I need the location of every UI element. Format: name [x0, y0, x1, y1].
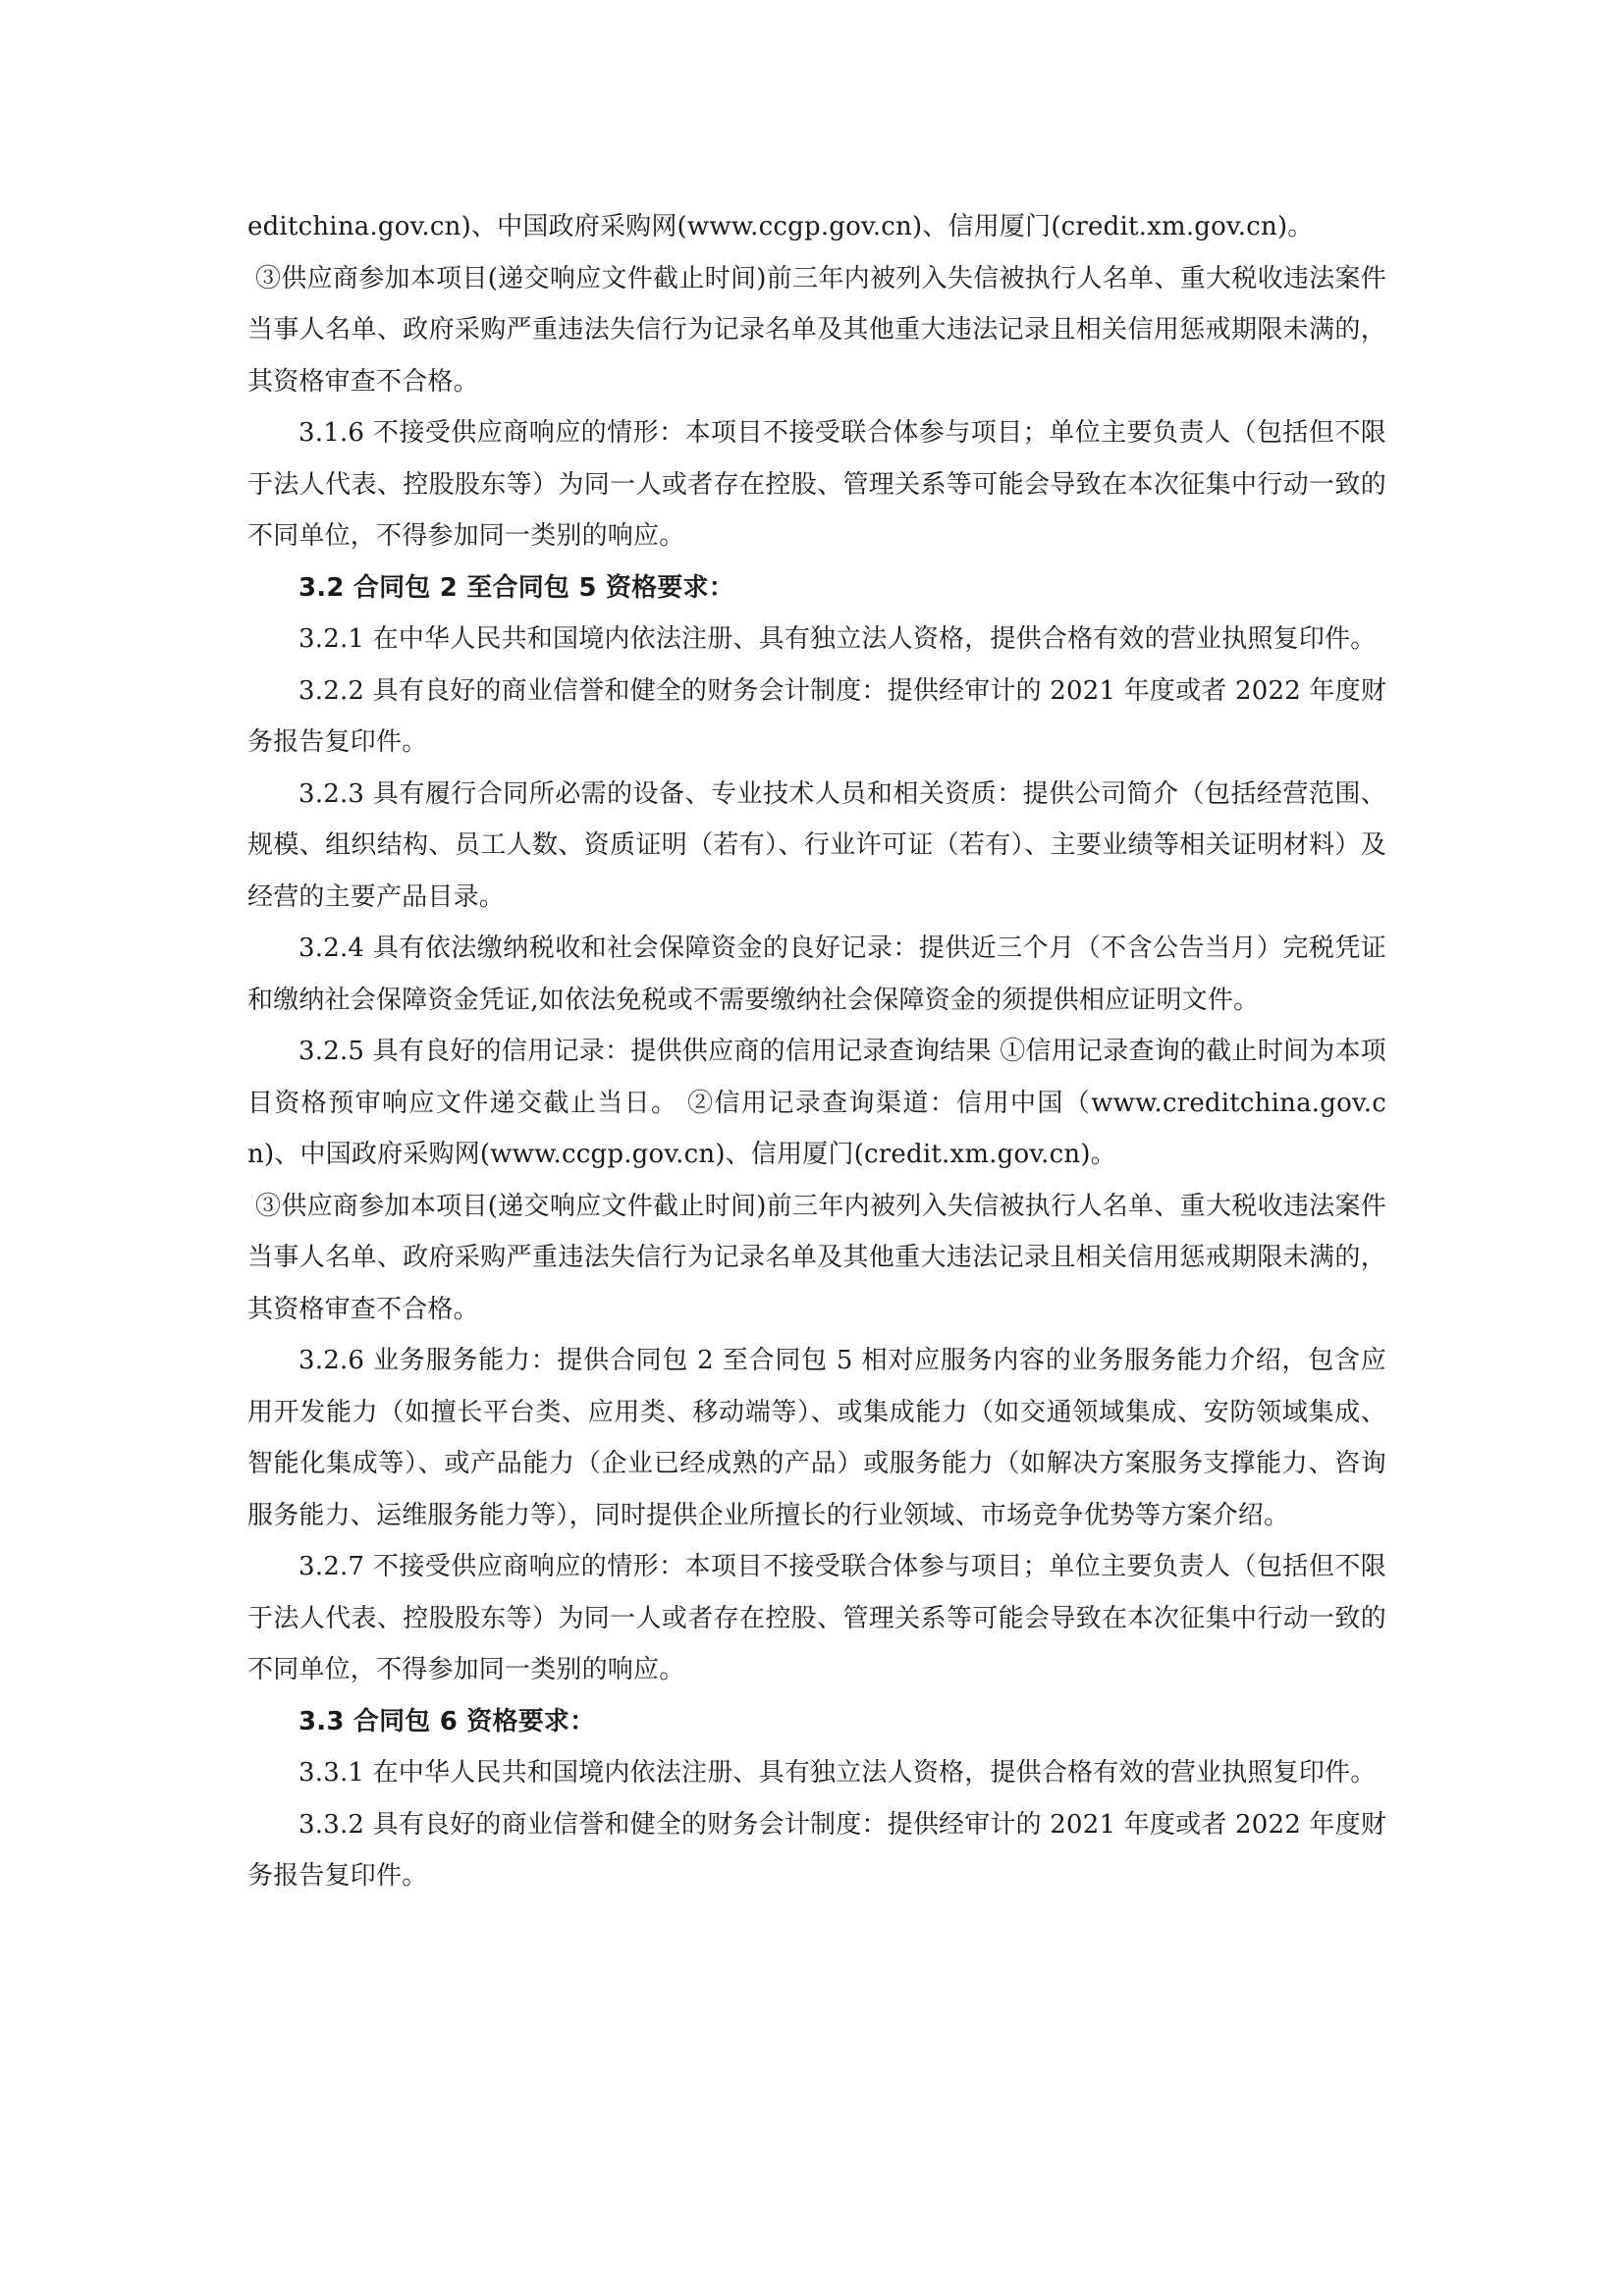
paragraph-credit-sources-continuation: editchina.gov.cn)、中国政府采购网(www.ccgp.gov.cn)、信用厦门(credit.xm.gov.cn)。 — [247, 212, 1314, 241]
paragraph-3-1-6: 3.1.6 不接受供应商响应的情形：本项目不接受联合体参与项目；单位主要负责人（包括但不限于法人代表、控股股东等）为同一人或者存在控股、管理关系等可能会导致在本次征集中行动一致的不同单位，不得参加同一类别的响应。 — [247, 418, 1386, 551]
section-heading-3-2: 3.2 合同包 2 至合同包 5 资格要求： — [298, 572, 734, 603]
paragraph-3-2-3: 3.2.3 具有履行合同所必需的设备、专业技术人员和相关资质：提供公司简介（包括经营范围、规模、组织结构、员工人数、资质证明（若有）、行业许可证（若有）、主要业绩等相关证明材料）及经营的主要产品目录。 — [247, 778, 1386, 912]
paragraph-3-2-5-disqualification: ③供应商参加本项目(递交响应文件截止时间)前三年内被列入失信被执行人名单、重大税收违法案件当事人名单、政府采购严重违法失信行为记录名单及其他重大违法记录且相关信用惩戒期限未满的，其资格审查不合格。 — [247, 1191, 1386, 1324]
paragraph-credit-disqualification: ③供应商参加本项目(递交响应文件截止时间)前三年内被列入失信被执行人名单、重大税收违法案件当事人名单、政府采购严重违法失信行为记录名单及其他重大违法记录且相关信用惩戒期限未满的，其资格审查不合格。 — [247, 263, 1386, 397]
paragraph-3-2-7: 3.2.7 不接受供应商响应的情形：本项目不接受联合体参与项目；单位主要负责人（包括但不限于法人代表、控股股东等）为同一人或者存在控股、管理关系等可能会导致在本次征集中行动一致的不同单位，不得参加同一类别的响应。 — [247, 1552, 1386, 1684]
paragraph-3-2-1: 3.2.1 在中华人民共和国境内依法注册、具有独立法人资格，提供合格有效的营业执照复印件。 — [298, 624, 1377, 654]
section-heading-3-3: 3.3 合同包 6 资格要求： — [298, 1706, 596, 1736]
paragraph-3-2-4: 3.2.4 具有依法缴纳税收和社会保障资金的良好记录：提供近三个月（不含公告当月）完税凭证和缴纳社会保障资金凭证,如依法免税或不需要缴纳社会保障资金的须提供相应证明文件。 — [247, 934, 1386, 1015]
paragraph-3-3-2: 3.3.2 具有良好的商业信誉和健全的财务会计制度：提供经审计的 2021 年度或者 2022 年度财务报告复印件。 — [247, 1809, 1387, 1891]
paragraph-3-2-5: 3.2.5 具有良好的信用记录：提供供应商的信用记录查询结果 ①信用记录查询的截止时间为本项目资格预审响应文件递交截止当日。 ②信用记录查询渠道：信用中国（www.creditchina.gov.cn)、中国政府采购网(www.ccgp.gov.cn)、信用厦门(credit.xm.gov.cn)。 — [247, 1037, 1386, 1169]
paragraph-3-2-2: 3.2.2 具有良好的商业信誉和健全的财务会计制度：提供经审计的 2021 年度或者 2022 年度财务报告复印件。 — [247, 675, 1387, 757]
document-body — [247, 201, 1386, 1902]
paragraph-3-2-6: 3.2.6 业务服务能力：提供合同包 2 至合同包 5 相对应服务内容的业务服务能力介绍，包含应用开发能力（如擅长平台类、应用类、移动端等）、或集成能力（如交通领域集成、安防领域集成、智能化集成等）、或产品能力（企业已经成熟的产品）或服务能力（如解决方案服务支撑能力、咨询服务能力、运维服务能力等），同时提供企业所擅长的行业领域、市场竞争优势等方案介绍。 — [247, 1346, 1386, 1530]
paragraph-3-3-1: 3.3.1 在中华人民共和国境内依法注册、具有独立法人资格，提供合格有效的营业执照复印件。 — [298, 1758, 1377, 1788]
